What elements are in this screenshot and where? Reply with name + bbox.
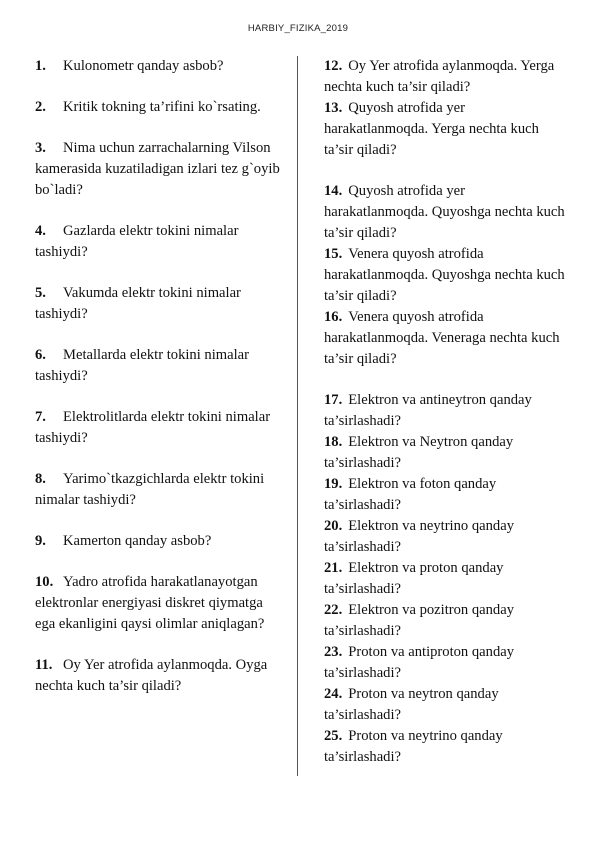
question-item (324, 181, 566, 244)
question-number: 9. (35, 533, 46, 549)
question-text: Venera quyosh atrofida harakatlanmoqda. Veneraga nechta kuch ta’sir qiladi? (324, 309, 560, 367)
column-divider (297, 56, 298, 776)
question-text: Vakumda elektr tokini nimalar tashiydi? (35, 285, 241, 322)
question-text: Elektron va proton qanday ta’sirlashadi? (324, 560, 504, 597)
left-column (35, 56, 285, 717)
question-text: Yadro atrofida harakatlanayotgan elektronlar energiyasi diskret qiymatga ega ekanligini qaysi olimlar aniqlagan? (35, 574, 265, 632)
question-text: Proton va neytrino qanday ta’sirlashadi? (324, 728, 503, 765)
question-text: Oy Yer atrofida aylanmoqda. Oyga nechta kuch ta’sir qiladi? (35, 657, 268, 694)
question-number: 20. (324, 518, 343, 534)
question-text: Proton va antiproton qanday ta’sirlashadi? (324, 644, 515, 681)
question-item (35, 56, 285, 77)
question-number: 8. (35, 471, 46, 487)
question-number: 4. (35, 223, 46, 239)
question-number: 1. (35, 58, 46, 74)
question-item (324, 98, 566, 161)
question-number: 17. (324, 392, 343, 408)
question-item (324, 684, 566, 726)
question-number: 2. (35, 99, 46, 115)
question-text: Quyosh atrofida yer harakatlanmoqda. Quyoshga nechta kuch ta’sir qiladi? (324, 183, 565, 241)
question-number: 12. (324, 58, 343, 74)
question-text: Kamerton qanday asbob? (63, 533, 212, 549)
question-item (35, 407, 285, 449)
question-text: Elektron va foton qanday ta’sirlashadi? (324, 476, 497, 513)
question-number: 14. (324, 183, 343, 199)
question-item (35, 97, 285, 118)
question-item (35, 345, 285, 387)
question-item (324, 726, 566, 768)
question-number: 25. (324, 728, 343, 744)
question-number: 11. (35, 657, 53, 673)
question-number: 6. (35, 347, 46, 363)
question-text: Venera quyosh atrofida harakatlanmoqda. Quyoshga nechta kuch ta’sir qiladi? (324, 246, 565, 304)
question-number: 23. (324, 644, 343, 660)
question-text: Nima uchun zarrachalarning Vilson kamerasida kuzatiladigan izlari tez g`oyib bo`ladi? (35, 140, 280, 198)
question-number: 19. (324, 476, 343, 492)
question-text: Yarimo`tkazgichlarda elektr tokini nimalar tashiydi? (35, 471, 265, 508)
question-text: Proton va neytron qanday ta’sirlashadi? (324, 686, 499, 723)
question-item (324, 307, 566, 370)
question-item (35, 283, 285, 325)
question-item (324, 558, 566, 600)
question-number: 24. (324, 686, 343, 702)
question-item (35, 531, 285, 552)
page-header: HARBIY_FIZIKA_2019 (247, 23, 349, 34)
question-number: 16. (324, 309, 343, 325)
question-text: Elektron va antineytron qanday ta’sirlashadi? (324, 392, 532, 429)
question-number: 7. (35, 409, 46, 425)
question-text: Quyosh atrofida yer harakatlanmoqda. Yerga nechta kuch ta’sir qiladi? (324, 100, 539, 158)
question-item (324, 474, 566, 516)
question-item (35, 138, 285, 201)
question-item (324, 244, 566, 307)
question-text: Metallarda elektr tokini nimalar tashiydi? (35, 347, 249, 384)
question-text: Elektron va neytrino qanday ta’sirlashadi? (324, 518, 514, 555)
question-number: 10. (35, 574, 54, 590)
question-item (324, 600, 566, 642)
question-number: 22. (324, 602, 343, 618)
question-number: 13. (324, 100, 343, 116)
question-text: Elektron va Neytron qanday ta’sirlashadi? (324, 434, 514, 471)
question-number: 21. (324, 560, 343, 576)
question-item (35, 469, 285, 511)
question-number: 15. (324, 246, 343, 262)
question-item (324, 516, 566, 558)
question-text: Gazlarda elektr tokini nimalar tashiydi? (35, 223, 239, 260)
question-text: Oy Yer atrofida aylanmoqda. Yerga nechta kuch ta’sir qiladi? (324, 58, 555, 95)
question-text: Kulonometr qanday asbob? (63, 58, 224, 74)
question-item (324, 642, 566, 684)
question-item (324, 432, 566, 474)
question-item (35, 572, 285, 635)
question-item (324, 56, 566, 98)
question-item (35, 221, 285, 263)
right-column (324, 56, 566, 768)
question-text: Kritik tokning ta’rifini ko`rsating. (63, 99, 261, 115)
question-text: Elektrolitlarda elektr tokini nimalar tashiydi? (35, 409, 271, 446)
question-item (35, 655, 285, 697)
question-number: 3. (35, 140, 46, 156)
question-number: 5. (35, 285, 46, 301)
question-item (324, 390, 566, 432)
question-text: Elektron va pozitron qanday ta’sirlashadi? (324, 602, 514, 639)
question-number: 18. (324, 434, 343, 450)
